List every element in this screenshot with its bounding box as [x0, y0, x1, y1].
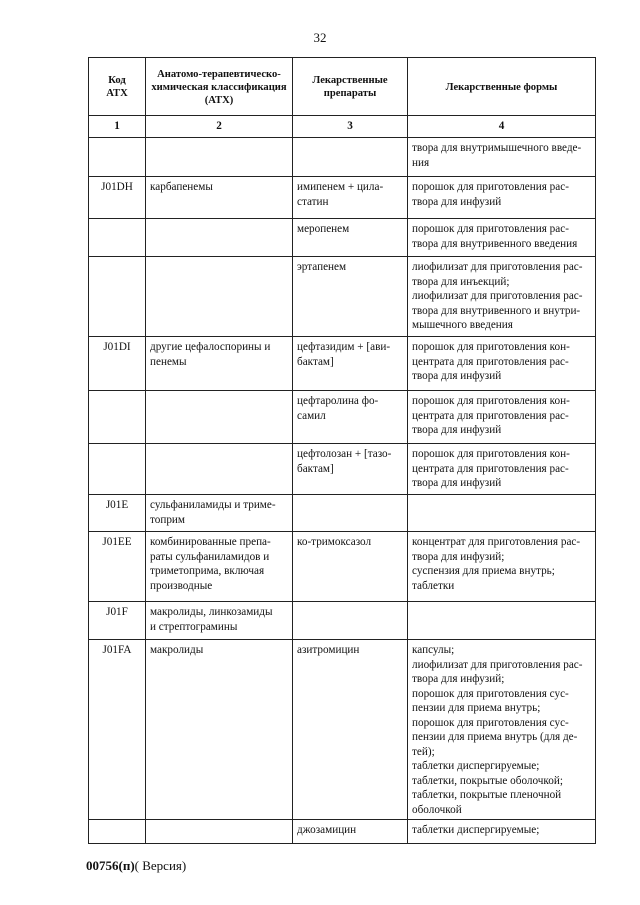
atx-code-cell: J01DI: [89, 337, 146, 391]
column-number-1: 1: [89, 116, 146, 138]
atx-table: [88, 57, 596, 844]
drug-cell: эртапенем: [293, 257, 408, 337]
drug-cell: [293, 138, 408, 177]
atx-code-cell: J01DH: [89, 177, 146, 219]
drug-cell: джозамицин: [293, 820, 408, 844]
classification-cell: макролиды, линкозамиды и стрептограмины: [146, 602, 293, 640]
table-row: [89, 602, 596, 640]
classification-cell: [146, 257, 293, 337]
classification-cell: комбинированные препа- раты сульфаниламидов и триметоприма, включая производные: [146, 532, 293, 602]
atx-code-cell: [89, 138, 146, 177]
classification-cell: [146, 391, 293, 444]
classification-cell: [146, 219, 293, 257]
document-code: 00756(п): [86, 858, 135, 873]
table-row: [89, 219, 596, 257]
drug-cell: цефтолозан + [тазо- бактам]: [293, 444, 408, 495]
classification-cell: [146, 138, 293, 177]
classification-cell: сульфаниламиды и триме- топрим: [146, 495, 293, 532]
dosage-form-cell: лиофилизат для приготовления рас- твора для инъекций; лиофилизат для приготовления рас- твора для внутривенного и внутри- мышечного введения: [408, 257, 596, 337]
table-row: [89, 444, 596, 495]
classification-cell: карбапенемы: [146, 177, 293, 219]
classification-cell: другие цефалоспорины и пенемы: [146, 337, 293, 391]
atx-code-cell: [89, 219, 146, 257]
table-row: [89, 495, 596, 532]
drug-cell: цефтазидим + [ави- бактам]: [293, 337, 408, 391]
header-atx-classification: Анатомо-терапевтическо-химическая классификация (АТХ): [146, 58, 293, 116]
atx-code-cell: J01E: [89, 495, 146, 532]
table-row: [89, 138, 596, 177]
footer: [86, 858, 186, 874]
atx-code-cell: [89, 820, 146, 844]
atx-code-cell: J01F: [89, 602, 146, 640]
drug-cell: меропенем: [293, 219, 408, 257]
header-dosage-forms: Лекарственные формы: [408, 58, 596, 116]
atx-code-cell: [89, 391, 146, 444]
dosage-form-cell: твора для внутримышечного введе- ния: [408, 138, 596, 177]
dosage-form-cell: концентрат для приготовления рас- твора для инфузий; суспензия для приема внутрь; таблетки: [408, 532, 596, 602]
drug-cell: [293, 495, 408, 532]
classification-cell: макролиды: [146, 640, 293, 820]
dosage-form-cell: порошок для приготовления рас- твора для внутривенного введения: [408, 219, 596, 257]
classification-cell: [146, 444, 293, 495]
table-row: [89, 532, 596, 602]
table-row: [89, 820, 596, 844]
dosage-form-cell: [408, 602, 596, 640]
dosage-form-cell: [408, 495, 596, 532]
dosage-form-cell: таблетки диспергируемые;: [408, 820, 596, 844]
column-number-4: 4: [408, 116, 596, 138]
atx-code-cell: J01EE: [89, 532, 146, 602]
dosage-form-cell: порошок для приготовления рас- твора для инфузий: [408, 177, 596, 219]
table-row: [89, 257, 596, 337]
column-number-3: 3: [293, 116, 408, 138]
table-row: [89, 337, 596, 391]
drug-cell: [293, 602, 408, 640]
dosage-form-cell: порошок для приготовления кон- центрата для приготовления рас- твора для инфузий: [408, 444, 596, 495]
atx-code-cell: J01FA: [89, 640, 146, 820]
document-version: ( Версия): [134, 858, 187, 873]
header-drugs: Лекарственные препараты: [293, 58, 408, 116]
table-row: [89, 391, 596, 444]
table-row: [89, 640, 596, 820]
page-number: 32: [313, 30, 327, 45]
drug-cell: цефтаролина фо- самил: [293, 391, 408, 444]
drug-cell: ко-тримоксазол: [293, 532, 408, 602]
dosage-form-cell: порошок для приготовления кон- центрата для приготовления рас- твора для инфузий: [408, 337, 596, 391]
atx-code-cell: [89, 444, 146, 495]
header-atx-code: Код АТХ: [89, 58, 146, 116]
classification-cell: [146, 820, 293, 844]
dosage-form-cell: капсулы; лиофилизат для приготовления рас- твора для инфузий; порошок для приготовления сус- пензии для приема внутрь; порошок для приготовления сус- пензии для приема внутрь (для де- тей); таблетки диспергируемые; таблетки, покрытые оболочкой; таблетки, покрытые пленочной оболочкой: [408, 640, 596, 820]
table-row: [89, 177, 596, 219]
column-number-2: 2: [146, 116, 293, 138]
drug-cell: азитромицин: [293, 640, 408, 820]
dosage-form-cell: порошок для приготовления кон- центрата для приготовления рас- твора для инфузий: [408, 391, 596, 444]
atx-code-cell: [89, 257, 146, 337]
drug-cell: имипенем + цила- статин: [293, 177, 408, 219]
